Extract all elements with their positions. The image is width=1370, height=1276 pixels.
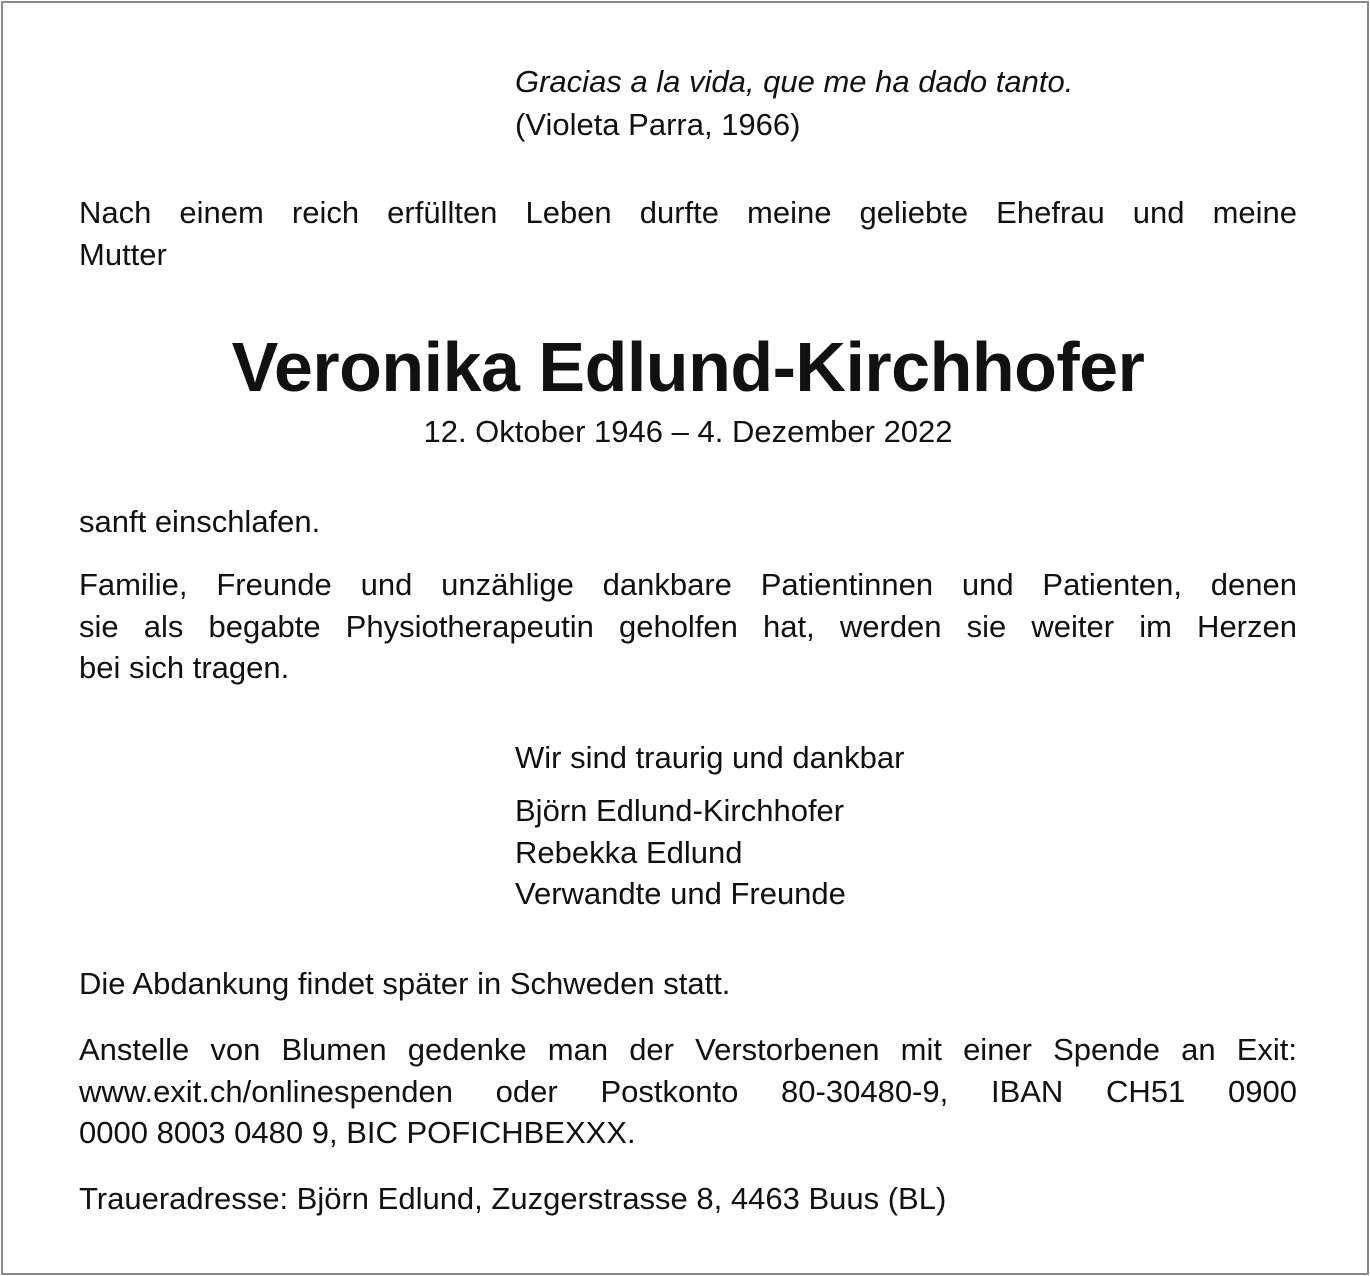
donation-line: www.exit.ch/onlinespenden oder Postkonto 80-30480-9, IBAN CH51 0900 [79, 1073, 1297, 1109]
intro-line: Mutter [79, 236, 167, 272]
ceremony-notice: Die Abdankung findet später in Schweden statt. [79, 966, 731, 1001]
mourner-name: Björn Edlund-Kirchhofer [515, 793, 845, 828]
life-dates: 12. Oktober 1946 – 4. Dezember 2022 [423, 414, 953, 449]
donation-line: Anstelle von Blumen gedenke man der Verstorbenen mit einer Spende an Exit: [79, 1032, 1297, 1067]
epigraph-attribution: (Violeta Parra, 1966) [515, 107, 801, 142]
mourning-address: Traueradresse: Björn Edlund, Zuzgerstrasse 8, 4463 Buus (BL) [79, 1181, 947, 1216]
tribute-line: Familie, Freunde und unzählige dankbare Patientinnen und Patienten, denen [79, 567, 1297, 602]
intro-line: Nach einem reich erfüllten Leben durfte meine geliebte Ehefrau und meine [79, 195, 1297, 230]
obituary-notice [1, 1, 1369, 1275]
epigraph-quote: Gracias a la vida, que me ha dado tanto. [515, 64, 1074, 99]
donation-line: 0000 8003 0480 9, BIC POFICHBEXXX. [79, 1115, 636, 1150]
deceased-name: Veronika Edlund-Kirchhofer [231, 328, 1145, 406]
tribute-line: sie als begabte Physiotherapeutin geholfen hat, werden sie weiter im Herzen [79, 608, 1297, 644]
intro-paragraph [79, 192, 1297, 275]
asleep-text: sanft einschlafen. [79, 504, 321, 539]
tribute-paragraph [79, 564, 1297, 689]
mourner-name: Rebekka Edlund [515, 835, 743, 870]
donation-paragraph [79, 1029, 1297, 1154]
mourner-name: Verwandte und Freunde [515, 876, 846, 911]
tribute-line: bei sich tragen. [79, 650, 290, 685]
closing-phrase: Wir sind traurig und dankbar [515, 740, 905, 775]
